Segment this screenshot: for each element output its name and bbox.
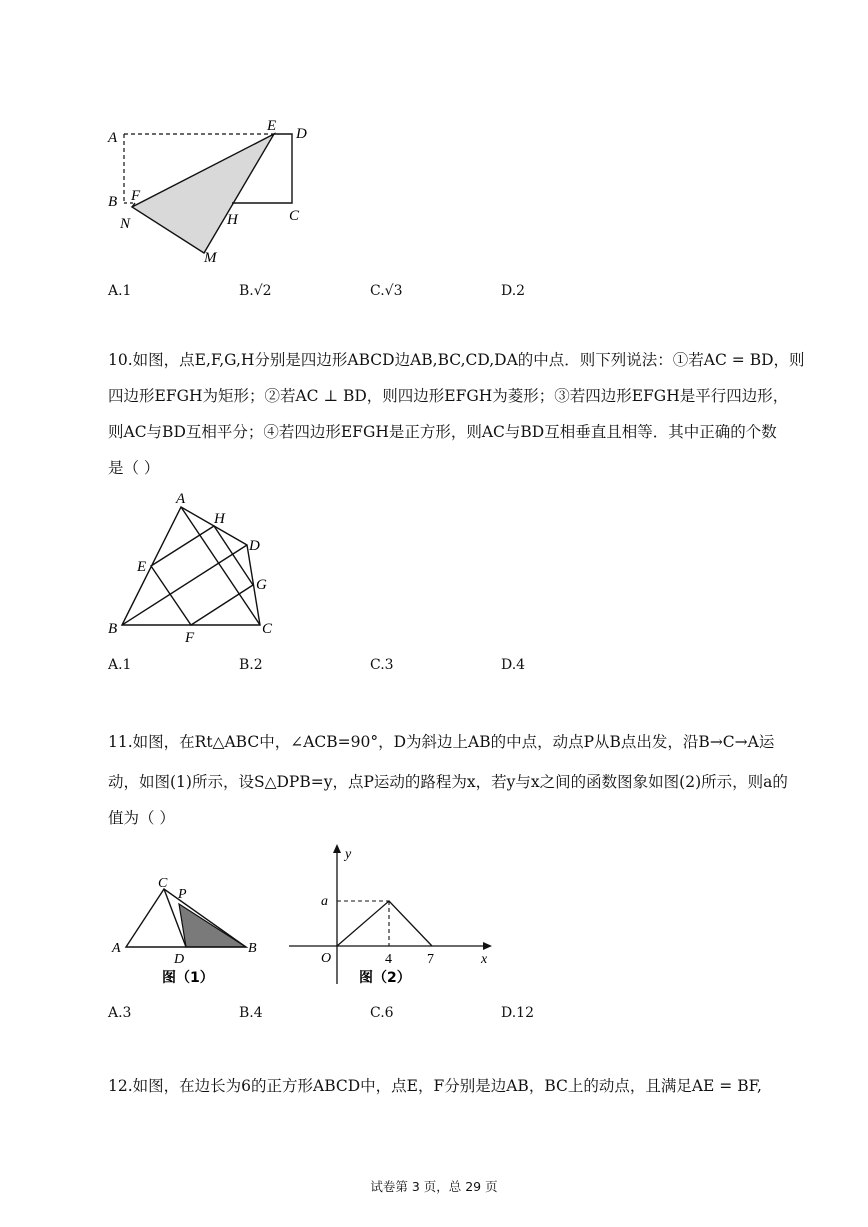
q9-option-c: C.√3 bbox=[370, 283, 403, 299]
q12-text-line: 12.如图，在边长为6的正方形ABCD中，点E，F分别是边AB，BC上的动点，且满足AE = BF, bbox=[108, 1077, 762, 1095]
page-footer: 试卷第 3 页，总 29 页 bbox=[370, 1179, 498, 1194]
q11-option-a: A.3 bbox=[108, 1005, 132, 1021]
q10-diagonal-bd bbox=[122, 545, 247, 625]
q11-fig2-label: O bbox=[321, 951, 332, 966]
q10-label: D bbox=[249, 538, 260, 554]
q10-text-line: 则AC与BD互相平分；④若四边形EFGH是正方形，则AC与BD互相垂直且相等．其中正确的个数 bbox=[108, 423, 777, 441]
q10-label: B bbox=[108, 621, 118, 637]
q9-figure bbox=[100, 112, 320, 272]
q11-fig2-label: y bbox=[345, 847, 352, 862]
q11-text-line: 值为（ ） bbox=[108, 809, 175, 827]
q11-figure-2 bbox=[285, 838, 500, 988]
q11-option-b: B.4 bbox=[239, 1005, 263, 1021]
q10-label: H bbox=[214, 511, 225, 527]
q10-text-line: 是（ ） bbox=[108, 459, 160, 477]
q11-fig1-label: D bbox=[174, 952, 185, 967]
q9-option-d: D.2 bbox=[501, 283, 526, 299]
q11-x-arrow bbox=[483, 942, 492, 950]
q10-quadrilateral-efgh bbox=[151, 526, 253, 625]
q11-fig1-label: P bbox=[178, 887, 187, 902]
q10-option-d: D.4 bbox=[501, 657, 526, 673]
q9-label: B bbox=[108, 194, 118, 210]
q9-option-b: B.√2 bbox=[239, 283, 272, 299]
q10-label: F bbox=[185, 630, 195, 646]
q11-text-line: 11.如图，在Rt△ABC中，∠ACB=90°，D为斜边上AB的中点，动点P从B点出发，沿B→C→A运 bbox=[108, 733, 775, 751]
q11-function-graph bbox=[337, 901, 432, 946]
q11-fig2-label: 4 bbox=[385, 952, 392, 967]
q11-fig1-caption: 图（1） bbox=[162, 970, 214, 986]
q11-fig2-label: 7 bbox=[427, 952, 434, 967]
q10-label: A bbox=[176, 491, 186, 507]
q11-option-d: D.12 bbox=[501, 1005, 534, 1021]
q11-option-c: C.6 bbox=[370, 1005, 394, 1021]
q9-label: E bbox=[267, 118, 277, 134]
q10-text-line: 四边形EFGH为矩形；②若AC ⊥ BD，则四边形EFGH为菱形；③若四边形EFGH是平行四边形， bbox=[108, 387, 789, 405]
q10-option-c: C.3 bbox=[370, 657, 394, 673]
q11-fig1-label: B bbox=[248, 941, 257, 956]
q11-figure-1 bbox=[108, 870, 268, 990]
q9-label: C bbox=[289, 208, 300, 224]
q9-label: F bbox=[131, 188, 141, 204]
q10-label: C bbox=[262, 621, 273, 637]
q9-option-a: A.1 bbox=[108, 283, 132, 299]
q10-label: G bbox=[256, 577, 267, 593]
q10-figure bbox=[100, 485, 290, 650]
q11-fig1-label: A bbox=[112, 941, 121, 956]
q11-fig1-label: C bbox=[158, 876, 168, 891]
q9-shaded-triangle bbox=[132, 134, 274, 253]
q9-label: N bbox=[120, 216, 131, 232]
q10-label: E bbox=[137, 559, 147, 575]
q11-text-line: 动，如图(1)所示，设S△DPB=y，点P运动的路程为x，若y与x之间的函数图象如图(2)所示，则a的 bbox=[108, 773, 788, 791]
q11-fig2-caption: 图（2） bbox=[359, 970, 411, 986]
q11-fig2-label: a bbox=[321, 894, 328, 909]
q9-label: M bbox=[204, 250, 217, 266]
q10-text-line: 10.如图，点E,F,G,H分别是四边形ABCD边AB,BC,CD,DA的中点．则下列说法：①若AC = BD，则 bbox=[108, 351, 805, 369]
q10-option-b: B.2 bbox=[239, 657, 263, 673]
q9-label: D bbox=[296, 126, 307, 142]
q9-label: H bbox=[227, 212, 238, 228]
q11-y-arrow bbox=[333, 844, 341, 853]
q10-option-a: A.1 bbox=[108, 657, 132, 673]
q9-label: A bbox=[108, 130, 118, 146]
q11-fig2-label: x bbox=[481, 952, 488, 967]
